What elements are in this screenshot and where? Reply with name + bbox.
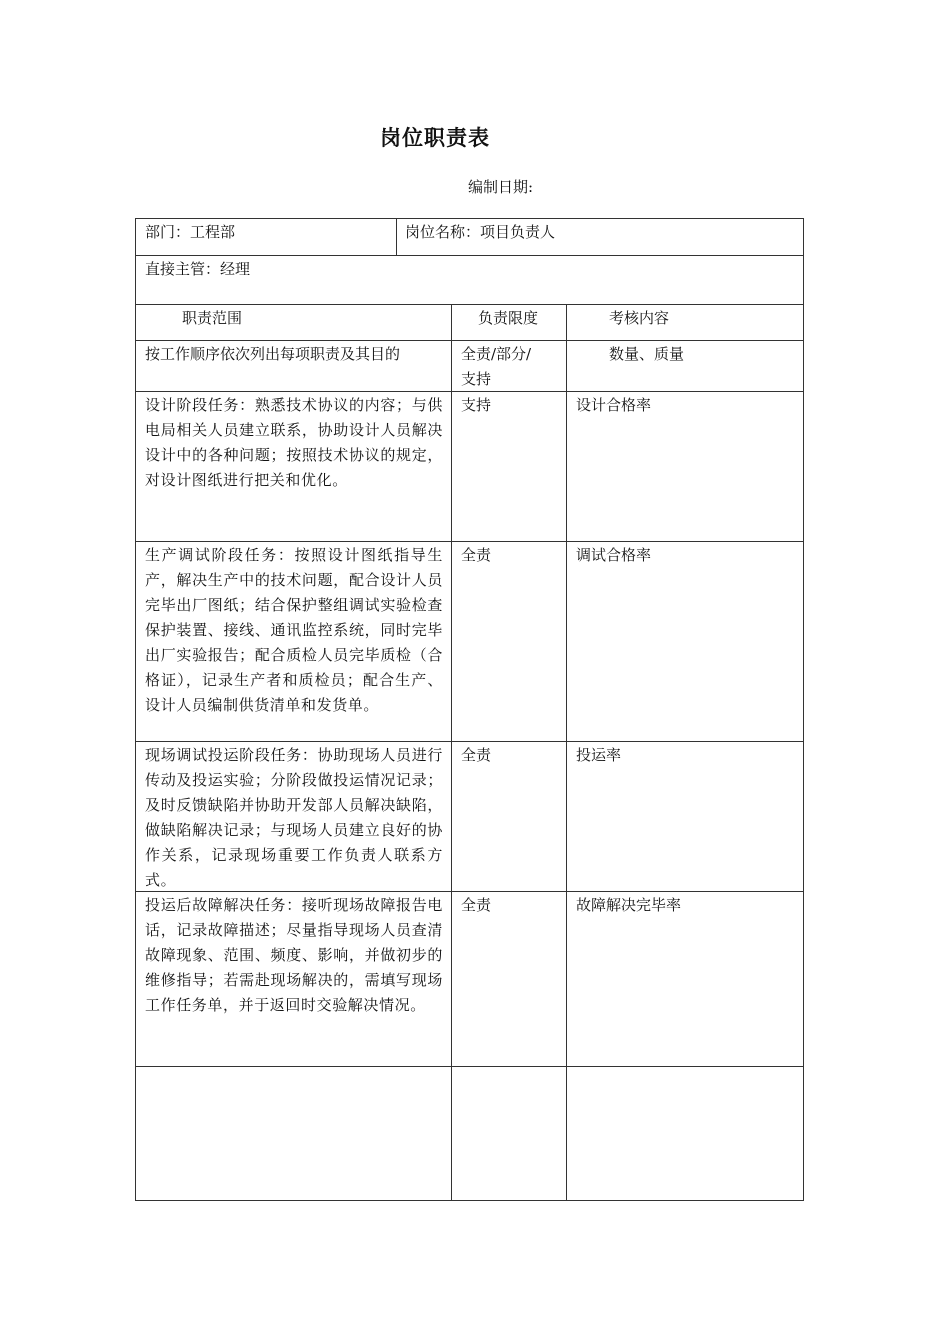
column-header-limit: 负责限度 bbox=[478, 309, 539, 327]
date-label: 编制日期: bbox=[468, 178, 534, 196]
row-divider bbox=[136, 304, 803, 305]
responsibility-assess-1: 设计合格率 bbox=[576, 396, 652, 414]
row-divider bbox=[136, 1066, 803, 1067]
column-header-scope: 职责范围 bbox=[182, 309, 243, 327]
guide-assess: 数量、质量 bbox=[609, 345, 685, 363]
column-divider bbox=[566, 304, 567, 1200]
responsibility-limit-1: 支持 bbox=[461, 396, 492, 414]
responsibility-scope-3: 现场调试投运阶段任务：协助现场人员进行传动及投运实验；分阶段做投运情况记录；及时反馈缺陷并协助开发部人员解决缺陷，做缺陷解决记录；与现场人员建立良好的协作关系，记录现场重要工作负责人联系方式。 bbox=[145, 746, 443, 889]
row-divider bbox=[136, 741, 803, 742]
responsibility-assess-4: 故障解决完毕率 bbox=[576, 896, 682, 914]
responsibility-limit-4: 全责 bbox=[461, 896, 492, 914]
column-divider bbox=[396, 219, 397, 255]
column-header-assess: 考核内容 bbox=[609, 309, 670, 327]
row-divider bbox=[136, 255, 803, 256]
column-divider bbox=[451, 304, 452, 1200]
responsibility-scope-1: 设计阶段任务：熟悉技术协议的内容；与供电局相关人员建立联系，协助设计人员解决设计中的各种问题；按照技术协议的规定，对设计图纸进行把关和优化。 bbox=[145, 396, 443, 489]
responsibility-scope-2: 生产调试阶段任务：按照设计图纸指导生产，解决生产中的技术问题，配合设计人员完毕出厂图纸；结合保护整组调试实验检查保护装置、接线、通讯监控系统，同时完毕出厂实验报告；配合质检人员完毕质检（合格证），记录生产者和质检员；配合生产、设计人员编制供货清单和发货单。 bbox=[145, 546, 443, 714]
department-cell: 部门：工程部 bbox=[145, 223, 236, 241]
responsibility-assess-2: 调试合格率 bbox=[576, 546, 652, 564]
responsibility-limit-2: 全责 bbox=[461, 546, 492, 564]
responsibility-assess-3: 投运率 bbox=[576, 746, 622, 764]
row-divider bbox=[136, 340, 803, 341]
page-title: 岗位职责表 bbox=[380, 125, 490, 150]
position-cell: 岗位名称：项目负责人 bbox=[405, 223, 556, 241]
guide-scope: 按工作顺序依次列出每项职责及其目的 bbox=[145, 345, 401, 363]
responsibility-table bbox=[135, 218, 804, 1201]
supervisor-cell: 直接主管：经理 bbox=[145, 260, 251, 278]
row-divider bbox=[136, 541, 803, 542]
responsibility-limit-3: 全责 bbox=[461, 746, 492, 764]
responsibility-scope-4: 投运后故障解决任务：接听现场故障报告电话，记录故障描述；尽量指导现场人员查清故障现象、范围、频度、影响，并做初步的维修指导；若需赴现场解决的，需填写现场工作任务单，并于返回时交验解决情况。 bbox=[145, 896, 443, 1014]
guide-limit: 全责/部分/支持 bbox=[461, 345, 532, 388]
